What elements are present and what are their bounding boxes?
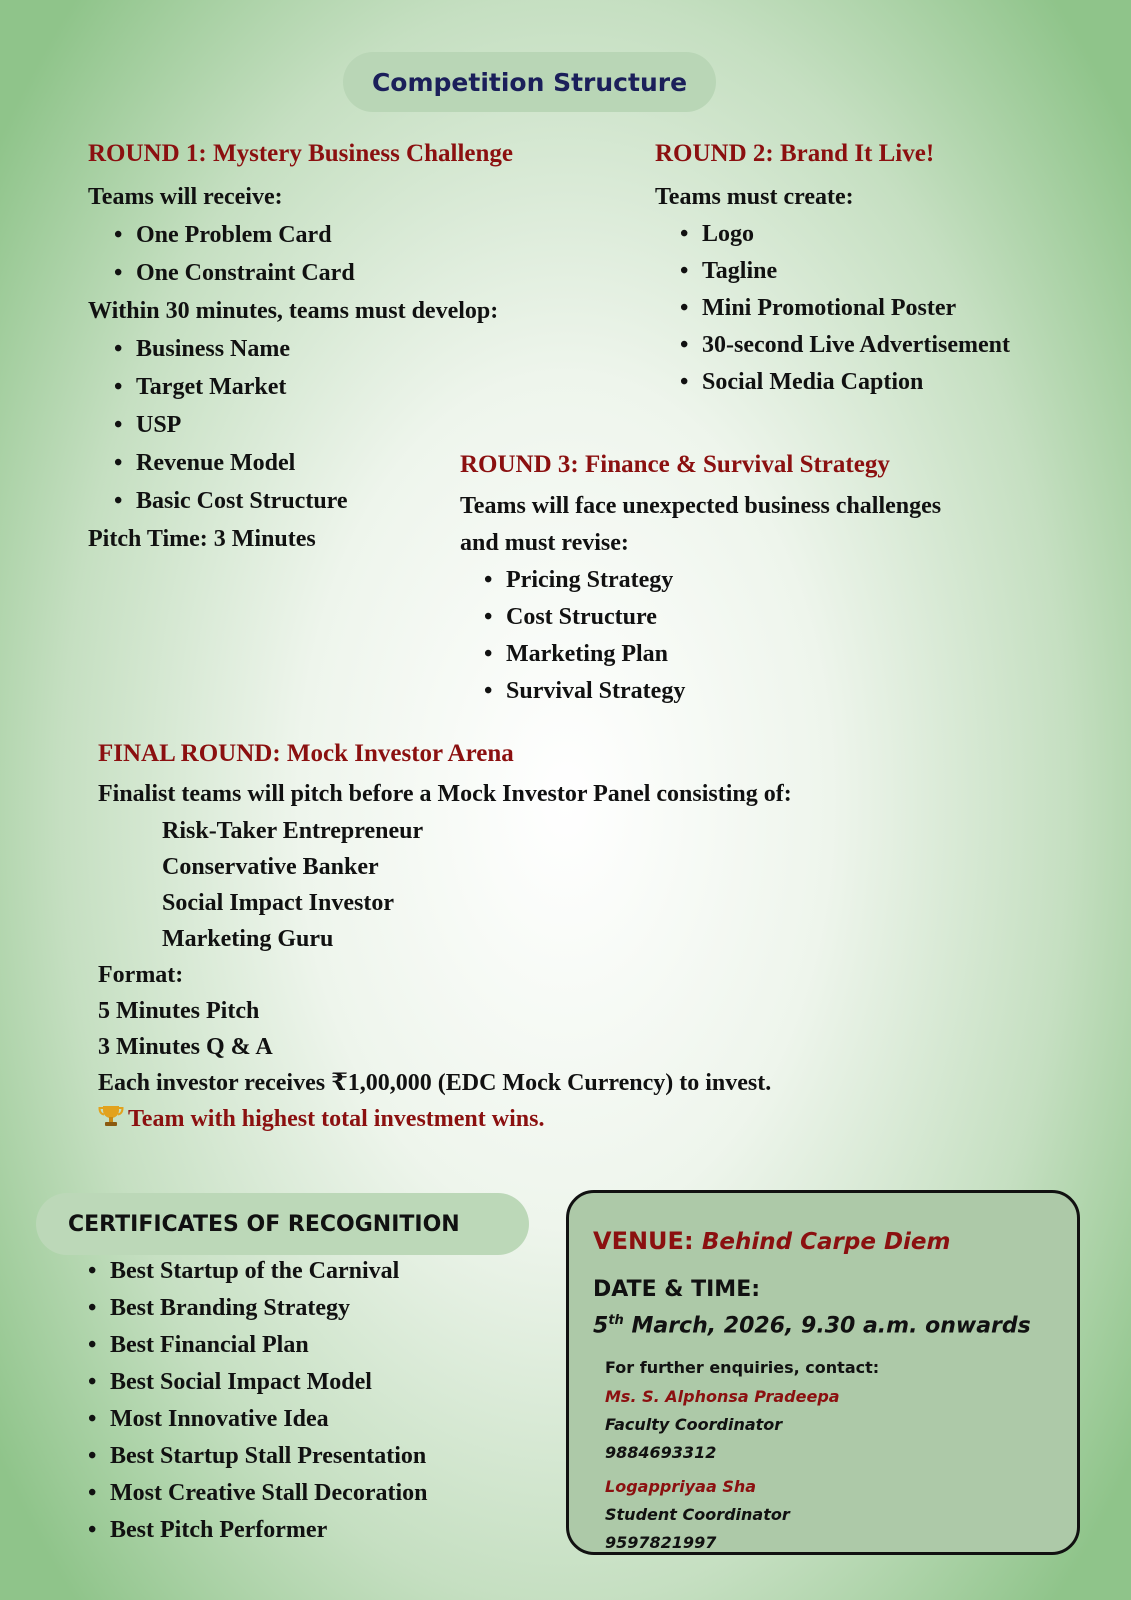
final-round-section (98, 740, 792, 1137)
round3-intro-line1: Teams will face unexpected business challenges (460, 493, 942, 519)
page-title: Competition Structure (371, 67, 688, 97)
enquiry-label: For further enquiries, contact: (605, 1358, 880, 1377)
list-item: • One Problem Card (114, 216, 513, 254)
list-item: • Best Financial Plan (88, 1327, 427, 1364)
format-item: 3 Minutes Q & A (98, 1034, 273, 1060)
list-item: • 30-second Live Advertisement (680, 327, 1010, 364)
contact-role: Faculty Coordinator (605, 1415, 783, 1434)
final-round-title: FINAL ROUND: Mock Investor Arena (98, 740, 514, 767)
list-item: • Revenue Model (114, 444, 513, 482)
final-round-intro: Finalist teams will pitch before a Mock Investor Panel consisting of: (98, 781, 792, 807)
list-item: • Most Innovative Idea (88, 1401, 427, 1438)
round2-section (655, 140, 1010, 401)
list-item: • One Constraint Card (114, 254, 513, 292)
round1-develop-list (114, 330, 513, 520)
round3-section (460, 451, 941, 710)
list-item: Marketing Guru (162, 926, 334, 952)
datetime-rest: March, 2026, 9.30 a.m. onwards (631, 1313, 1031, 1339)
trophy-icon (98, 1103, 124, 1129)
datetime-value (593, 1313, 1031, 1338)
venue-label: VENUE: (593, 1227, 694, 1255)
venue-place: Behind Carpe Diem (701, 1229, 951, 1255)
list-item: • Best Social Impact Model (88, 1364, 427, 1401)
contact-name: Logappriyaa Sha (605, 1477, 757, 1496)
list-item: • Basic Cost Structure (114, 482, 513, 520)
datetime-label: DATE & TIME: (593, 1277, 761, 1302)
certificates-title-pill (36, 1193, 529, 1255)
datetime-day-suffix: th (608, 1313, 624, 1328)
list-item: • Marketing Plan (484, 636, 941, 673)
round2-intro: Teams must create: (655, 184, 854, 210)
round3-intro-line2: and must revise: (460, 530, 629, 556)
list-item: • Best Startup Stall Presentation (88, 1438, 427, 1475)
list-item: • Logo (680, 216, 1010, 253)
venue-line (593, 1227, 951, 1255)
round2-items-list (680, 216, 1010, 401)
format-item: 5 Minutes Pitch (98, 998, 260, 1024)
list-item: • Survival Strategy (484, 673, 941, 710)
list-item: • Pricing Strategy (484, 562, 941, 599)
round3-items-list (484, 562, 941, 710)
round1-pitch-time: Pitch Time: 3 Minutes (88, 526, 316, 552)
contact-name: Ms. S. Alphonsa Pradeepa (605, 1387, 840, 1406)
certificates-title: CERTIFICATES OF RECOGNITION (68, 1211, 460, 1237)
round1-intro: Teams will receive: (88, 184, 283, 210)
round1-develop-intro: Within 30 minutes, teams must develop: (88, 298, 499, 324)
venue-box (566, 1190, 1080, 1555)
list-item: Conservative Banker (162, 854, 379, 880)
round2-title: ROUND 2: Brand It Live! (655, 140, 935, 167)
list-item: Social Impact Investor (162, 890, 394, 916)
list-item: • Mini Promotional Poster (680, 290, 1010, 327)
contact-phone: 9884693312 (605, 1443, 717, 1462)
round3-title: ROUND 3: Finance & Survival Strategy (460, 451, 890, 478)
list-item: • Best Pitch Performer (88, 1512, 427, 1549)
list-item: • Social Media Caption (680, 364, 1010, 401)
datetime-day: 5 (593, 1313, 609, 1339)
list-item: • Best Branding Strategy (88, 1290, 427, 1327)
winner-note: Team with highest total investment wins. (128, 1106, 545, 1132)
contact-role: Student Coordinator (605, 1505, 790, 1524)
certificates-list (88, 1253, 427, 1549)
list-item: Risk-Taker Entrepreneur (162, 818, 424, 844)
round1-section (88, 140, 513, 558)
list-item: • Cost Structure (484, 599, 941, 636)
format-label: Format: (98, 962, 184, 988)
competition-structure-title (343, 52, 716, 112)
list-item: • Business Name (114, 330, 513, 368)
round1-title: ROUND 1: Mystery Business Challenge (88, 140, 513, 167)
list-item: • Most Creative Stall Decoration (88, 1475, 427, 1512)
investment-note: Each investor receives ₹1,00,000 (EDC Mock Currency) to invest. (98, 1070, 772, 1096)
list-item: • Best Startup of the Carnival (88, 1253, 427, 1290)
winner-line (98, 1101, 792, 1137)
list-item: • Tagline (680, 253, 1010, 290)
list-item: • USP (114, 406, 513, 444)
investor-panel-list (162, 813, 792, 957)
contact-phone: 9597821997 (605, 1533, 717, 1552)
list-item: • Target Market (114, 368, 513, 406)
round1-cards-list (114, 216, 513, 292)
